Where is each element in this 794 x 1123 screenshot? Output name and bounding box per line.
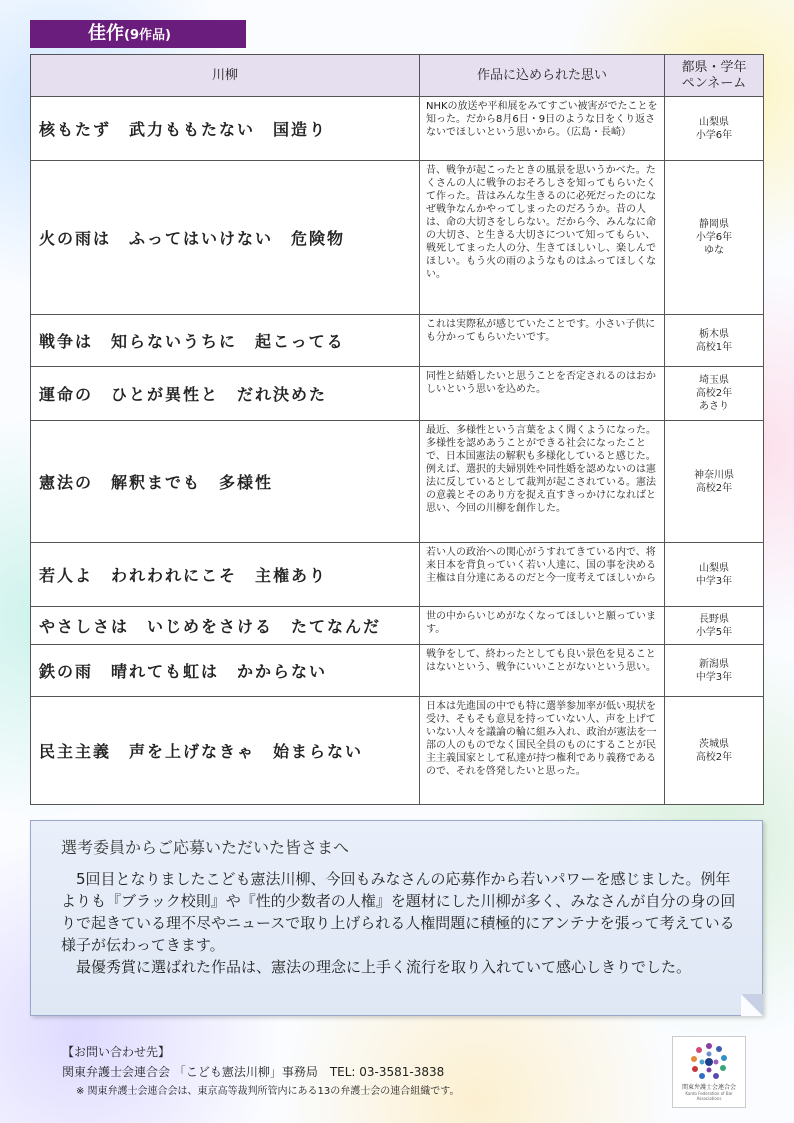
table-header-row xyxy=(31,55,764,97)
thought-text: 最近、多様性という言葉をよく聞くようになった。多様性を認めあうことができる社会になったことで、日本国憲法の解釈も多様化していると感じた。例えば、選択的夫婦別姓や同性婚を認めないのは憲法に反しているとして裁判が起こされている。憲法の意義とそのあり方を捉え直すきっかけになればと思い、今回の川柳を創作した。 xyxy=(420,421,665,543)
author-grade: 高校2年 xyxy=(695,388,733,399)
thought-text: NHKの放送や平和展をみてすごい被害がでたことを知った。だから8月6日・9日のような日をくり返さないでほしいという思いから。（広島・長崎） xyxy=(420,97,665,161)
message-title: 選考委員からご応募いただいた皆さまへ xyxy=(61,838,350,857)
logo-sub: Kanto Federation of Bar Associations xyxy=(685,1091,733,1101)
author-prefecture: 静岡県 xyxy=(699,219,729,230)
author-grade: 中学3年 xyxy=(695,671,733,683)
table-row xyxy=(31,421,764,543)
author-grade: 高校1年 xyxy=(695,341,733,353)
section-title: 佳作 xyxy=(88,23,124,44)
author-grade: 中学3年 xyxy=(695,575,733,587)
federation-logo xyxy=(672,1036,746,1108)
author-grade: 小学6年 xyxy=(695,129,733,141)
thought-text: 若い人の政治への関心がうすれてきている内で、将来日本を背負っていく若い人達に、国の事を決める主権は自分達にあるのだと今一度考えてほしいから xyxy=(420,543,665,607)
contact-note: ※ 関東弁護士会連合会は、東京高等裁判所管内にある13の弁護士会の連合組織です。 xyxy=(76,1086,460,1097)
section-header xyxy=(30,20,246,48)
thought-text: 同性と結婚したいと思うことを否定されるのはおかしいという思いを込めた。 xyxy=(420,367,665,421)
table-row xyxy=(31,697,764,805)
author-prefecture: 山梨県 xyxy=(699,562,729,574)
author-prefecture: 茨城県 xyxy=(699,738,729,750)
federation-logo-icon xyxy=(687,1040,731,1084)
author-prefecture: 栃木県 xyxy=(699,328,729,340)
author-cell xyxy=(665,421,764,543)
contact-info xyxy=(62,1042,682,1102)
header-thought: 作品に込められた思い xyxy=(420,55,665,97)
header-author-line: 都県・学年 xyxy=(681,59,747,75)
author-cell xyxy=(665,315,764,367)
senryu-text: 鉄の雨 晴れても虹は かからない xyxy=(31,645,420,697)
author-grade: 高校2年 xyxy=(695,751,733,763)
senryu-text: 戦争は 知らないうちに 起こってる xyxy=(31,315,420,367)
contact-phone: TEL: 03-3581-3838 xyxy=(329,1065,445,1079)
message-paragraph: 5回目となりましたこども憲法川柳、今回もみなさんの応募作から若いパワーを感じました。例年よりも『ブラック校則』や『性的少数者の人権』を題材にした川柳が多く、みなさんが自分の身の回りで起きている理不尽やニュースで取り上げられる人権問題に積極的にアンテナを張って考えている様子が伝わってきます。 xyxy=(61,870,736,954)
page-curl-decoration xyxy=(741,994,763,1016)
thought-text: 戦争をして、終わったとしても良い景色を見ることはないという、戦争にいいことがないという思い。 xyxy=(420,645,665,697)
thought-text: 昔、戦争が起こったときの風景を思いうかべた。たくさんの人に戦争のおそろしさを知ってもらいたくて作った。昔はみんな生きるのに必死だったのになぜ戦争なんかやってしまったのだろうか。昔の人は、命の大切さをしらない。だから今、みんなに命の大切さ、と生きる大切さについて知ってもらい、戦死してまった人の分、生きてほしいし、楽しんでほしい。もう火の雨のようなものはふってほしくない。 xyxy=(420,161,665,315)
table-row xyxy=(31,161,764,315)
works-table xyxy=(30,54,764,805)
section-subtitle: (9作品) xyxy=(124,28,171,43)
thought-text: 日本は先進国の中でも特に選挙参加率が低い現状を受け、そもそも意見を持っていない人、声を上げていない人々を議論の輪に組み入れ、政治が憲法を一部の人のものでなく国民全員のものにすることが民主主義国家として私達が持つ権利であり義務であるので、それを啓発したいと思った。 xyxy=(420,697,665,805)
author-cell xyxy=(665,161,764,315)
senryu-text: やさしさは いじめをさける たてなんだ xyxy=(31,607,420,645)
contact-office: 関東弁護士会連合会 「こども憲法川柳」事務局 xyxy=(62,1065,318,1079)
author-prefecture: 山梨県 xyxy=(699,116,729,128)
author-prefecture: 神奈川県 xyxy=(694,469,734,481)
table-row xyxy=(31,315,764,367)
author-cell xyxy=(665,97,764,161)
senryu-text: 核もたず 武力ももたない 国造り xyxy=(31,97,420,161)
selection-committee-message xyxy=(30,820,763,1016)
senryu-text: 民主主義 声を上げなきゃ 始まらない xyxy=(31,697,420,805)
author-cell xyxy=(665,607,764,645)
author-penname: あさり xyxy=(699,401,729,412)
thought-text: 世の中からいじめがなくなってほしいと願っています。 xyxy=(420,607,665,645)
table-row xyxy=(31,543,764,607)
table-row xyxy=(31,607,764,645)
header-senryu: 川柳 xyxy=(31,55,420,97)
table-row xyxy=(31,97,764,161)
author-cell xyxy=(665,697,764,805)
author-prefecture: 新潟県 xyxy=(699,658,729,670)
contact-office-line xyxy=(62,1062,682,1082)
author-penname: ゆな xyxy=(704,245,724,256)
senryu-text: 憲法の 解釈までも 多様性 xyxy=(31,421,420,543)
logo-name: 関東弁護士会連合会 xyxy=(681,1084,736,1091)
author-grade: 小学5年 xyxy=(695,626,733,638)
author-cell xyxy=(665,645,764,697)
senryu-text: 若人よ われわれにこそ 主権あり xyxy=(31,543,420,607)
author-cell xyxy=(665,367,764,421)
author-prefecture: 長野県 xyxy=(699,613,729,625)
contact-heading: 【お問い合わせ先】 xyxy=(62,1045,171,1059)
table-row xyxy=(31,367,764,421)
author-prefecture: 埼玉県 xyxy=(699,375,729,386)
header-author xyxy=(665,55,764,97)
senryu-text: 運命の ひとが異性と だれ決めた xyxy=(31,367,420,421)
senryu-text: 火の雨は ふってはいけない 危険物 xyxy=(31,161,420,315)
header-author-line: ペンネーム xyxy=(681,75,747,91)
author-grade: 小学6年 xyxy=(695,232,733,243)
thought-text: これは実際私が感じていたことです。小さい子供にも分かってもらいたいです。 xyxy=(420,315,665,367)
message-paragraph: 最優秀賞に選ばれた作品は、憲法の理念に上手く流行を取り入れていて感心しきりでした。 xyxy=(76,958,692,976)
author-cell xyxy=(665,543,764,607)
message-body xyxy=(61,868,740,978)
table-row xyxy=(31,645,764,697)
author-grade: 高校2年 xyxy=(695,482,733,494)
